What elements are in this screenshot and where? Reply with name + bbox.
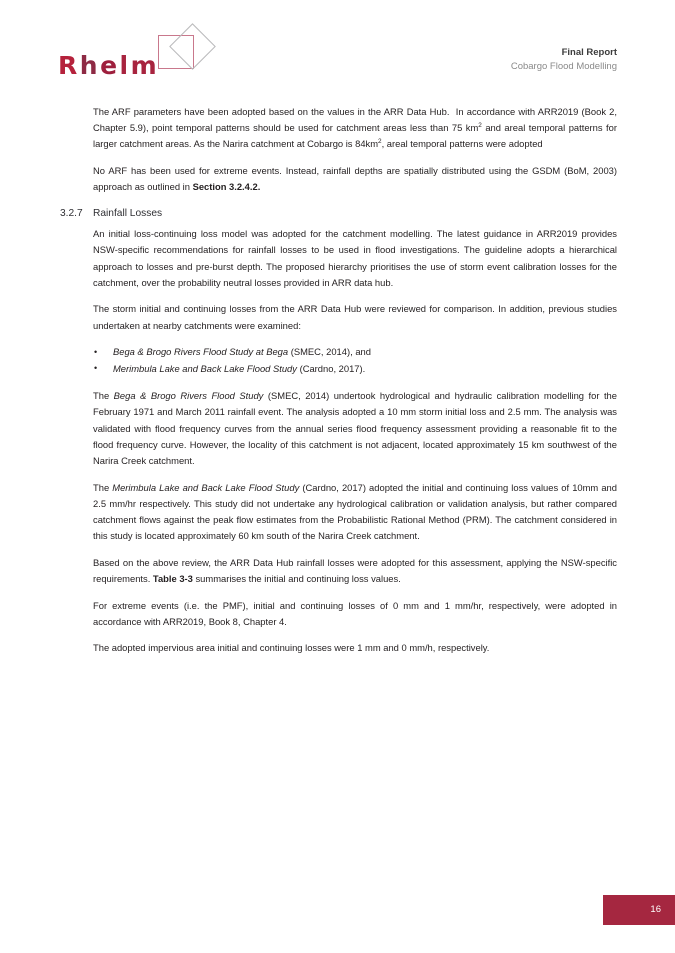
- heading-number: 3.2.7: [60, 207, 83, 219]
- list-item: [93, 344, 617, 361]
- heading-rainfall-losses: [60, 206, 617, 221]
- paragraph-adopted-losses: [93, 555, 617, 587]
- logo-letter-h: h: [79, 51, 101, 80]
- studies-bullet-list: [93, 344, 617, 377]
- header-text-block: [511, 46, 617, 74]
- para5-post: (SMEC, 2014) undertook hydrological and hydraulic calibration modelling for the February 1971 and March 2011 rainfall event. The analysis adopted a 10 mm storm initial loss and 2.5 mm. The analysis was validated with flood frequency curves from the annual series flood frequency assessment providing a reasonable fit to the flood frequency curve. However, the locality of this catchment is not adjacent, located approximately 15 km southwest of the Narira Creek catchment.: [93, 390, 617, 466]
- list-item: [93, 361, 617, 378]
- page-header: [0, 0, 675, 95]
- logo-wordmark: [58, 53, 159, 78]
- paragraph-merimbula-study-detail: [93, 480, 617, 545]
- study-name-bega: Bega & Brogo Rivers Flood Study at Bega: [113, 346, 289, 358]
- paragraph-arf-parameters: The ARF parameters have been adopted based on the values in the ARR Data Hub. In accordance with ARR2019 (Book 2, Chapter 5.9), point temporal patterns should be used for catchment areas less than 75 $km^2$ and areal temporal patterns for larger catchment areas. As the Narira catchment at Cobargo is $84km^2$, areal temporal patterns were adopted: [93, 106, 617, 150]
- logo-letter-e: e: [100, 51, 120, 80]
- study-citation-merimbula: (Cardno, 2017).: [296, 362, 366, 374]
- paragraph-storm-losses-review: The storm initial and continuing losses from the ARR Data Hub were reviewed for comparison. In addition, previous studies undertaken at nearby catchments were examined:: [93, 303, 617, 331]
- para5-pre: The: [93, 390, 114, 402]
- para5-study-title: Bega & Brogo Rivers Flood Study: [113, 390, 264, 402]
- superscript-two: 2: [378, 138, 382, 146]
- page-body: [0, 104, 675, 667]
- paragraph-initial-loss-model: An initial loss-continuing loss model was adopted for the catchment modelling. The latest guidance in ARR2019 provides NSW-specific recommendations for rainfall losses to be used in flood investigations. The guideline adopts a hierarchical approach to losses and pre-burst depth. The proposed hierarchy prioritises the use of storm event calibration losses for the catchment, over the probability neutral losses provided in ARR data hub.: [93, 228, 617, 288]
- paragraph-bega-study-detail: [93, 388, 617, 469]
- table-reference: Table 3-3: [152, 572, 193, 584]
- rhelm-logo: [58, 33, 188, 83]
- footer-page-bar: [603, 895, 675, 925]
- para7-pre: Based on the above review, the ARR Data Hub rainfall losses were adopted for this assessment, applying the NSW-specific requirements.: [93, 556, 617, 584]
- para6-post: (Cardno, 2017) adopted the initial and continuing loss values of 10mm and 2.5 mm/hr respectively. This study did not undertake any hydrological calibration or validation analysis, but rather compared catchment flows against the peak flow estimates from the Probabilistic Rational Method (PRM). The catchment considered in this study is located approximately 60 km south of the Narira Creek catchment.: [93, 481, 617, 542]
- page-number: 16: [650, 904, 661, 915]
- section-reference: Section 3.2.4.2.: [192, 181, 261, 193]
- para7-post: summarises the initial and continuing loss values.: [192, 572, 401, 584]
- superscript-two: 2: [478, 122, 482, 130]
- logo-letter-l: l: [119, 51, 131, 80]
- content-column: [60, 104, 617, 657]
- logo-letter-m: m: [130, 51, 160, 80]
- logo-letter-r: R: [58, 51, 80, 80]
- report-subtitle: Cobargo Flood Modelling: [510, 60, 617, 72]
- paragraph-no-arf: No ARF has been used for extreme events. Instead, rainfall depths are spatially distributed using the GSDM (BoM, 2003) approach as outlined in Section 3.2.4.2.: [93, 165, 617, 193]
- report-title: Final Report: [561, 47, 617, 58]
- para6-pre: The: [93, 481, 113, 493]
- study-name-merimbula: Merimbula Lake and Back Lake Flood Study: [113, 362, 297, 374]
- para6-study-title: Merimbula Lake and Back Lake Flood Study: [112, 481, 300, 493]
- paragraph-impervious-area: The adopted impervious area initial and continuing losses were 1 mm and 0 mm/h, respectively.: [93, 642, 490, 654]
- heading-title: Rainfall Losses: [93, 207, 163, 219]
- study-citation-bega: (SMEC, 2014), and: [288, 346, 371, 358]
- paragraph-extreme-events: For extreme events (i.e. the PMF), initial and continuing losses of 0 mm and 1 mm/hr, respectively, were adopted in accordance with ARR2019, Book 8, Chapter 4.: [93, 599, 617, 627]
